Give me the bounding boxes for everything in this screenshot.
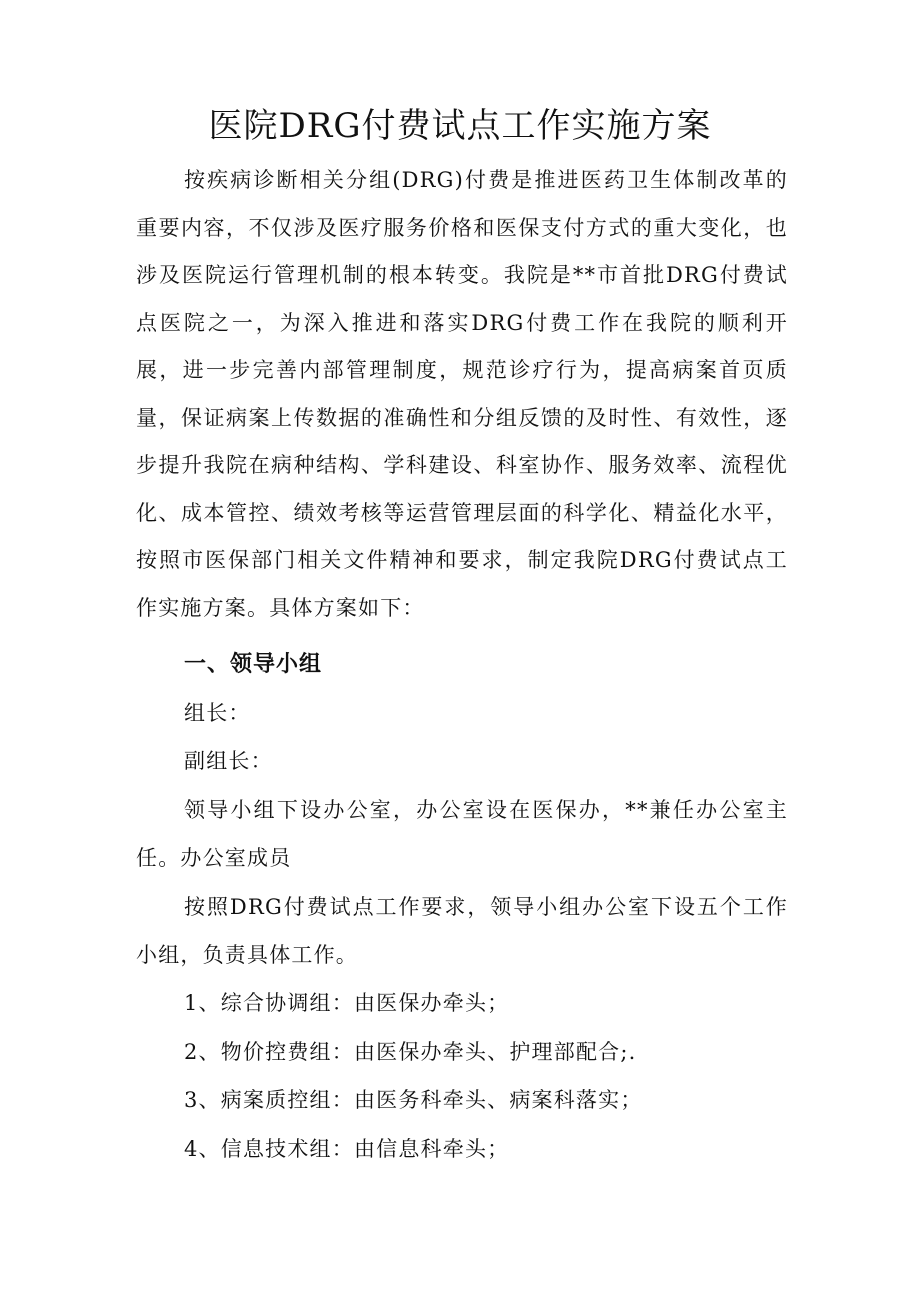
work-groups-paragraph: 按照DRG付费试点工作要求，领导小组办公室下设五个工作小组，负责具体工作。 xyxy=(136,895,788,967)
list-item: 3、病案质控组：由医务科牵头、病案科落实； xyxy=(184,1088,643,1112)
list-item: 4、信息技术组：由信息科牵头； xyxy=(184,1137,510,1161)
document-title: 医院DRG付费试点工作实施方案 xyxy=(208,106,712,146)
deputy-leader-line: 副组长： xyxy=(184,749,273,773)
section-heading-leadership: 一、领导小组 xyxy=(184,652,323,677)
office-paragraph: 领导小组下设办公室，办公室设在医保办，**兼任办公室主任。办公室成员 xyxy=(136,798,788,870)
intro-paragraph: 按疾病诊断相关分组(DRG)付费是推进医药卫生体制改革的重要内容，不仅涉及医疗服务价格和医保支付方式的重大变化，也涉及医院运行管理机制的根本转变。我院是**市首批DRG付费试点医院之一，为深入推进和落实DRG付费工作在我院的顺利开展，进一步完善内部管理制度，规范诊疗行为，提高病案首页质量，保证病案上传数据的准确性和分组反馈的及时性、有效性，逐步提升我院在病种结构、学科建设、科室协作、服务效率、流程优化、成本管控、绩效考核等运营管理层面的科学化、精益化水平，按照市医保部门相关文件精神和要求，制定我院DRG付费试点工作实施方案。具体方案如下： xyxy=(136,168,788,620)
list-item: 1、综合协调组：由医保办牵头； xyxy=(184,991,510,1015)
list-item: 2、物价控费组：由医保办牵头、护理部配合;. xyxy=(184,1040,637,1064)
leader-line: 组长： xyxy=(184,701,251,725)
